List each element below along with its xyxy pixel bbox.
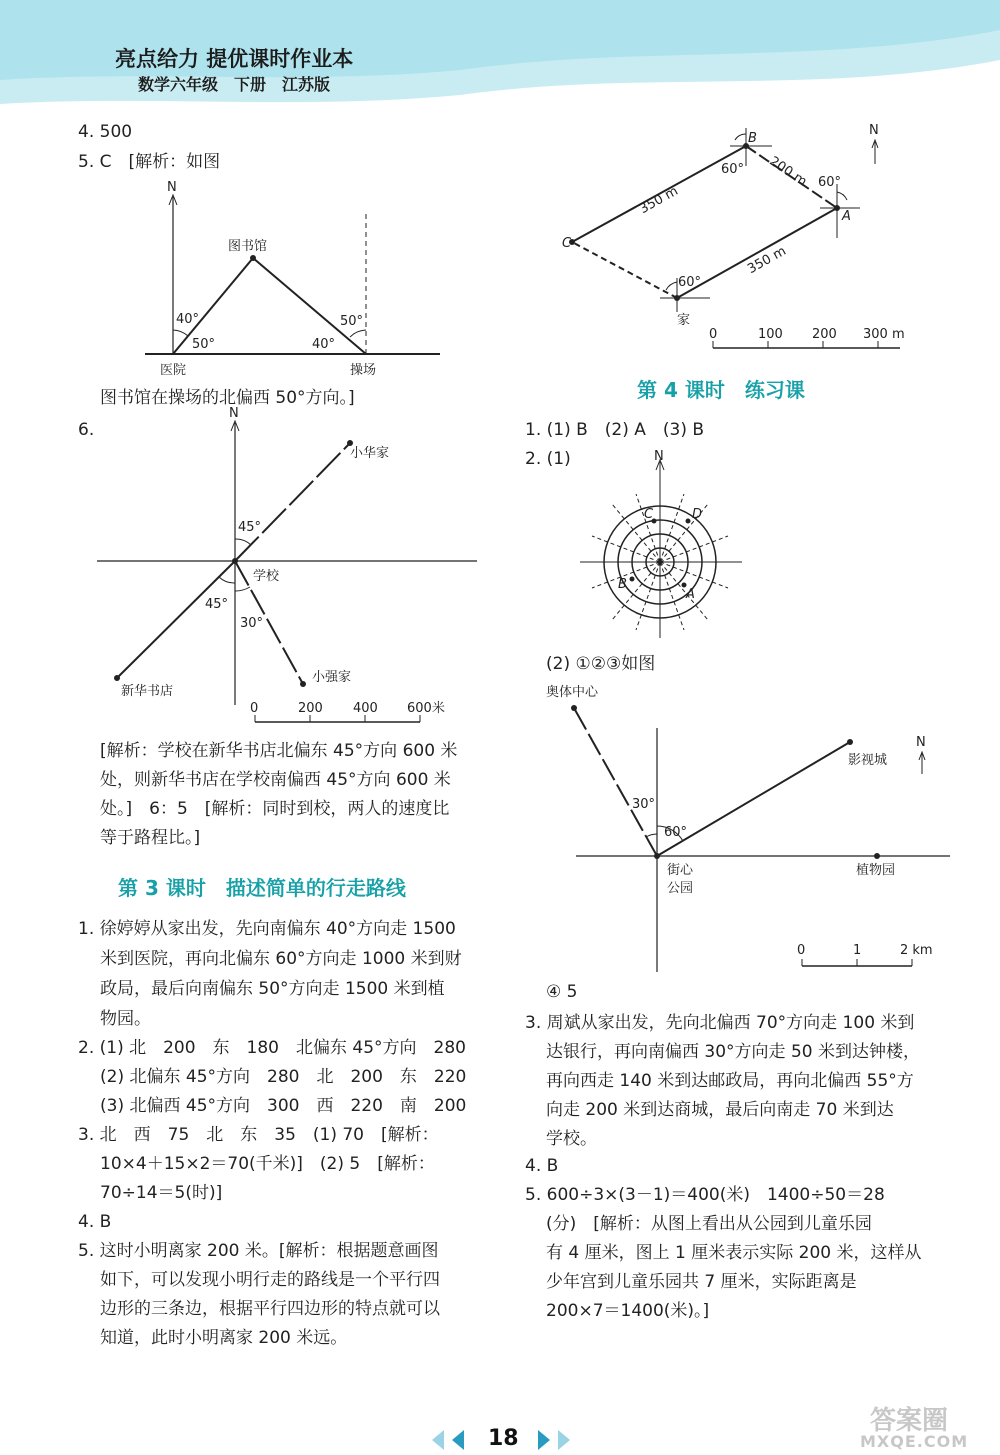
l3-line-9: 10×4＋15×2＝70(千米)] (2) 5 [解析： xyxy=(100,1154,435,1174)
pg-angle-B: 60° xyxy=(721,162,745,177)
l3-line-4: 物园。 xyxy=(100,1009,151,1029)
map-scale-0: 0 xyxy=(797,943,806,958)
map-north-label: N xyxy=(916,735,926,750)
left-q5: 5. C [解析：如图 xyxy=(78,152,221,172)
map-figure xyxy=(540,680,960,980)
q6-figure xyxy=(95,406,495,735)
left-q4: 4. 500 xyxy=(78,122,133,142)
left-q6: 6. xyxy=(78,420,95,440)
prev-arrow-icon xyxy=(452,1430,464,1450)
parallelogram-figure xyxy=(560,120,960,360)
q6-school-label: 学校 xyxy=(253,569,280,584)
r3-line-2: 达银行，再向南偏西 30°方向走 50 米到达钟楼， xyxy=(546,1042,920,1062)
pg-label-A: A xyxy=(842,209,851,224)
l3-line-12: 5. 这时小明离家 200 米。[解析：根据题意画图 xyxy=(78,1241,439,1261)
q6-note-4: 等于路程比。] xyxy=(100,828,201,848)
q5-angle-40a: 40° xyxy=(176,312,200,327)
q5-angle-40b: 40° xyxy=(312,337,336,352)
map-scale-2: 2 km xyxy=(900,943,933,958)
map-garden-label: 植物园 xyxy=(856,863,896,878)
q5-angle-50a: 50° xyxy=(192,337,216,352)
pg-dist-350b: 350 m xyxy=(745,243,789,278)
q6-scale-200: 200 xyxy=(298,701,323,716)
circle-figure xyxy=(560,448,760,648)
q6-note-1: [解析：学校在新华书店北偏东 45°方向 600 米 xyxy=(100,741,458,761)
q6-angle-45b: 45° xyxy=(205,597,229,612)
l3-line-15: 知道，此时小明离家 200 米远。 xyxy=(100,1328,348,1348)
l3-line-11: 4. B xyxy=(78,1212,112,1232)
watermark-top: 答案圈 xyxy=(870,1406,949,1436)
next-arrow-icon xyxy=(538,1430,550,1450)
r-q2-4: ④ 5 xyxy=(546,982,578,1002)
q6-xinhua-label: 新华书店 xyxy=(121,684,174,699)
r5-line-5: 200×7＝1400(米)。] xyxy=(546,1301,710,1321)
l3-line-5: 2. (1) 北 200 东 180 北偏东 45°方向 280 xyxy=(78,1038,466,1058)
q6-route-xinhua xyxy=(117,561,235,678)
q5-route-library-playground xyxy=(253,258,366,354)
q6-angle-30: 30° xyxy=(240,616,264,631)
pg-north-label: N xyxy=(869,123,879,138)
q5-north-label: N xyxy=(167,180,177,195)
prev-arrow-icon xyxy=(432,1430,444,1450)
r-q2-1: 2. (1) xyxy=(525,449,571,469)
map-scale-1: 1 xyxy=(853,943,862,958)
q5-hospital-label: 医院 xyxy=(160,363,187,378)
r-q2-2: (2) ①②③如图 xyxy=(546,654,656,674)
page-number: 18 xyxy=(488,1426,519,1451)
circle-north-label: N xyxy=(654,449,664,464)
pg-scale-0: 0 xyxy=(709,327,718,342)
l3-line-3: 政局，最后向南偏东 50°方向走 1500 米到植 xyxy=(100,979,445,999)
q6-north-label: N xyxy=(229,406,239,421)
l3-line-8: 3. 北 西 75 北 东 35 (1) 70 [解析： xyxy=(78,1125,439,1145)
series-title: 亮点给力 提优课时作业本 xyxy=(115,47,354,71)
q5-figure xyxy=(140,175,460,378)
l3-line-2: 米到医院，再向北偏东 60°方向走 1000 米到财 xyxy=(100,949,462,969)
pg-label-C: C xyxy=(562,236,572,251)
next-arrow-icon xyxy=(558,1430,570,1450)
circle-label-A: A xyxy=(686,587,695,602)
map-route-olympic xyxy=(574,708,657,856)
pg-label-home: 家 xyxy=(677,313,691,328)
circle-label-B: B xyxy=(618,577,627,592)
r3-line-3: 再向西走 140 米到达邮政局，再向北偏西 55°方 xyxy=(546,1071,914,1091)
circle-label-D: D xyxy=(692,507,703,522)
watermark-url: MXQE.COM xyxy=(860,1432,969,1451)
circle-label-C: C xyxy=(644,507,654,522)
l3-line-7: (3) 北偏西 45°方向 300 西 220 南 200 xyxy=(100,1096,467,1116)
q6-xiaoqiang-label: 小强家 xyxy=(312,670,352,685)
l3-line-1: 1. 徐婷婷从家出发，先向南偏东 40°方向走 1500 xyxy=(78,919,456,939)
q5-library-dot xyxy=(250,255,256,261)
r3-line-5: 学校。 xyxy=(546,1129,597,1149)
q5-library-label: 图书馆 xyxy=(228,239,268,254)
r5-line-2: (分) [解析：从图上看出从公园到儿童乐园 xyxy=(546,1214,872,1234)
map-angle-60: 60° xyxy=(664,825,688,840)
r3-line-4: 向走 200 米到达商城，最后向南走 70 米到达 xyxy=(546,1100,894,1120)
r5-line-1: 5. 600÷3×(3－1)＝400(米) 1400÷50＝28 xyxy=(525,1185,885,1205)
q5-conclusion: 图书馆在操场的北偏西 50°方向。] xyxy=(100,388,355,408)
q6-scale-0: 0 xyxy=(250,701,259,716)
q6-angle-45a: 45° xyxy=(238,520,262,535)
q6-scale-600: 600米 xyxy=(407,701,445,716)
edge-home-C xyxy=(572,242,677,298)
q5-playground-label: 操场 xyxy=(350,363,377,378)
pg-scale-200: 200 xyxy=(812,327,837,342)
r5-line-4: 少年宫到儿童乐园共 7 厘米，实际距离是 xyxy=(546,1272,857,1292)
q6-xiaohua-label: 小华家 xyxy=(350,446,390,461)
l3-line-14: 边形的三条边，根据平行四边形的特点就可以 xyxy=(100,1299,440,1319)
l3-line-13: 如下，可以发现小明行走的路线是一个平行四 xyxy=(100,1270,440,1290)
map-olympic-label: 奥体中心 xyxy=(546,685,599,700)
map-angle-30: 30° xyxy=(632,797,656,812)
pg-angle-home: 60° xyxy=(678,275,702,290)
pg-scale-100: 100 xyxy=(758,327,783,342)
l3-line-10: 70÷14＝5(时)] xyxy=(100,1183,223,1203)
pg-dist-200: 200 m xyxy=(766,153,810,190)
map-park-center-label: 街心 xyxy=(667,863,694,878)
r5-line-3: 有 4 厘米，图上 1 厘米表示实际 200 米，这样从 xyxy=(546,1243,922,1263)
pg-label-B: B xyxy=(748,131,757,146)
pg-dist-350a: 350 m xyxy=(637,183,681,218)
r-q1: 1. (1) B (2) A (3) B xyxy=(525,420,705,440)
q6-route-xiaohua xyxy=(235,443,350,561)
pg-angle-A: 60° xyxy=(818,175,842,190)
q6-note-3: 处。] 6：5 [解析：同时到校，两人的速度比 xyxy=(100,799,450,819)
lesson3-title: 第 3 课时 描述简单的行走路线 xyxy=(118,876,406,900)
map-park-label: 公园 xyxy=(667,881,694,896)
q6-scale-400: 400 xyxy=(353,701,378,716)
q5-angle-50b: 50° xyxy=(340,314,364,329)
r3-line-1: 3. 周斌从家出发，先向北偏西 70°方向走 100 米到 xyxy=(525,1013,915,1033)
l3-line-6: (2) 北偏东 45°方向 280 北 200 东 220 xyxy=(100,1067,467,1087)
lesson4-title: 第 4 课时 练习课 xyxy=(637,378,805,402)
series-subtitle: 数学六年级 下册 江苏版 xyxy=(138,75,331,94)
r4: 4. B xyxy=(525,1156,559,1176)
pg-scale-300: 300 m xyxy=(863,327,905,342)
q6-note-2: 处，则新华书店在学校南偏西 45°方向 600 米 xyxy=(100,770,451,790)
map-cinema-label: 影视城 xyxy=(848,753,888,768)
